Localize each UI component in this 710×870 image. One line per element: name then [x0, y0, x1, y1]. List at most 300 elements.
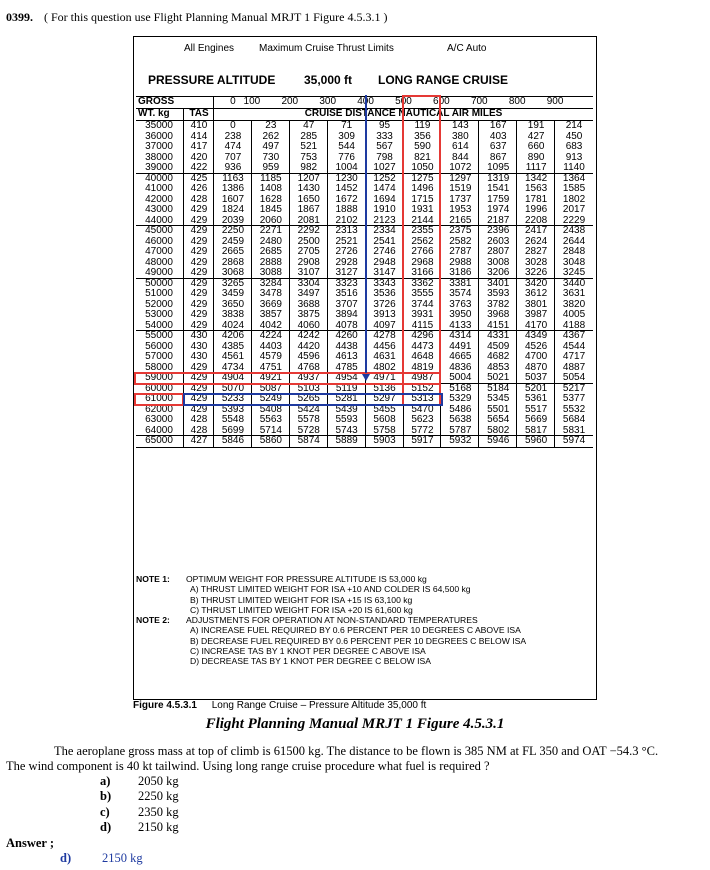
distance-value-cell: 2417: [525, 225, 548, 236]
distance-value-cell: 3088: [259, 267, 282, 278]
distance-value-cell: 3820: [562, 298, 586, 310]
distance-value-cell: 3459: [221, 288, 245, 299]
note2-item-d: D) DECREASE TAS BY 1 KNOT PER DEGREE C BELOW ISA: [190, 656, 432, 667]
gross-weight-cell: 62000: [145, 403, 173, 415]
header-thrust-limits: Maximum Cruise Thrust Limits: [259, 43, 394, 54]
distance-value-cell: 3401: [487, 277, 510, 289]
distance-value-cell: 3931: [411, 309, 434, 320]
distance-value-cell: 5903: [373, 435, 396, 446]
distance-value-cell: 2271: [259, 225, 282, 236]
distance-value-cell: 1974: [487, 204, 510, 215]
distance-value-cell: 4042: [259, 319, 282, 331]
distance-value-cell: 5608: [373, 414, 396, 425]
distance-value-cell: 5743: [335, 424, 358, 436]
distance-value-cell: 2039: [221, 214, 245, 226]
distance-value-cell: 776: [338, 151, 355, 163]
distance-value-cell: 5699: [221, 424, 245, 436]
distance-value-cell: 4596: [297, 351, 320, 362]
distance-value-cell: 3186: [449, 267, 472, 278]
distance-value-cell: 5684: [562, 414, 586, 425]
distance-value-cell: 1628: [259, 193, 282, 205]
distance-value-cell: 4682: [487, 351, 510, 362]
distance-value-cell: 1650: [297, 193, 320, 205]
option-d: [100, 820, 179, 835]
distance-value-cell: 5361: [525, 393, 548, 404]
options-list: [100, 774, 179, 836]
distance-value-cell: 5217: [562, 382, 586, 394]
option-b-text: 2250 kg: [138, 789, 179, 804]
gross-weight-cell: 49000: [145, 267, 173, 278]
highlight-row-59000: [134, 372, 441, 385]
distance-value-cell: 3744: [411, 298, 434, 310]
tas-cell: 429: [190, 277, 208, 289]
distance-value-cell: 2644: [562, 235, 586, 247]
option-c-text: 2350 kg: [138, 804, 179, 819]
distance-value-cell: 450: [565, 130, 583, 142]
distance-value-cell: 5501: [487, 403, 510, 415]
distance-value-cell: 1117: [525, 162, 547, 173]
distance-value-cell: 5297: [373, 393, 396, 404]
distance-value-cell: 1319: [487, 172, 510, 184]
distance-value-cell: 936: [224, 162, 242, 173]
gross-weight-cell: 51000: [145, 288, 173, 299]
distance-value-cell: 5424: [297, 403, 320, 415]
distance-value-cell: 3516: [335, 288, 358, 299]
figure-caption-text: Long Range Cruise – Pressure Altitude 35,000 ft: [211, 700, 427, 711]
distance-value-cell: 3707: [335, 298, 358, 310]
distance-value-cell: 1694: [373, 193, 396, 205]
tas-cell: 429: [190, 235, 208, 247]
distance-value-cell: 4331: [487, 330, 510, 341]
distance-value-cell: 380: [451, 130, 469, 142]
distance-value-cell: 2685: [259, 246, 282, 257]
distance-value-cell: 5329: [449, 393, 472, 404]
interpolation-line-400nm: [365, 95, 367, 373]
distance-value-cell: 798: [376, 151, 393, 163]
distance-value-cell: 867: [489, 151, 507, 163]
distance-value-cell: 1519: [449, 183, 472, 194]
distance-value-cell: 4078: [335, 319, 358, 331]
gross-weight-cell: 40000: [145, 172, 173, 184]
tas-cell: 429: [190, 288, 208, 299]
question-text: [6, 744, 706, 774]
tas-cell: 429: [190, 204, 208, 215]
option-d-text: 2150 kg: [138, 820, 179, 835]
tas-cell: 429: [190, 256, 208, 268]
distance-value-cell: 5772: [411, 424, 434, 436]
distance-value-cell: 5831: [562, 424, 586, 436]
distance-value-cell: 143: [451, 120, 469, 131]
distance-value-cell: 2521: [335, 235, 358, 247]
distance-header-900: 900: [546, 96, 564, 107]
distance-value-cell: 3008: [487, 256, 510, 268]
distance-value-cell: 4385: [221, 340, 245, 352]
tas-cell: 429: [190, 319, 208, 331]
distance-value-cell: 1781: [525, 193, 548, 205]
distance-value-cell: 5439: [335, 403, 358, 415]
distance-value-cell: 5021: [487, 372, 510, 383]
distance-header-200: 200: [281, 96, 299, 107]
distance-value-cell: 5638: [449, 414, 472, 425]
distance-value-cell: 4751: [259, 361, 282, 373]
distance-value-cell: 1585: [562, 183, 586, 194]
distance-value-cell: 3245: [562, 267, 586, 278]
distance-value-cell: 3323: [335, 277, 358, 289]
distance-value-cell: 3875: [297, 309, 320, 320]
distance-header-800: 800: [508, 96, 526, 107]
distance-value-cell: 1845: [259, 204, 282, 215]
gross-weight-cell: 44000: [145, 214, 173, 226]
distance-value-cell: 0: [230, 120, 236, 131]
tas-cell: 429: [190, 225, 208, 236]
distance-value-cell: 474: [224, 141, 242, 152]
distance-value-cell: 730: [262, 151, 280, 163]
distance-value-cell: 1342: [525, 172, 548, 184]
distance-value-cell: 5728: [297, 424, 320, 436]
distance-value-cell: 1163: [222, 172, 244, 184]
distance-value-cell: 2928: [335, 256, 358, 268]
tas-cell: 422: [190, 162, 208, 173]
distance-value-cell: 1408: [259, 183, 282, 194]
gross-weight-cell: 52000: [145, 298, 173, 310]
distance-value-cell: 1888: [335, 204, 358, 215]
gross-weight-cell: 61000: [145, 393, 173, 404]
distance-value-cell: 2562: [411, 235, 434, 247]
distance-value-cell: 3857: [259, 309, 282, 320]
tas-cell: 427: [190, 435, 208, 446]
option-b: [100, 789, 179, 804]
distance-value-cell: 521: [300, 141, 318, 152]
distance-value-cell: 5004: [449, 372, 472, 383]
distance-value-cell: 913: [565, 151, 583, 163]
tas-cell: 430: [190, 330, 208, 341]
distance-value-cell: 1541: [487, 183, 510, 194]
distance-value-cell: 5037: [525, 372, 548, 383]
distance-value-cell: 1910: [373, 204, 396, 215]
gross-weight-cell: 39000: [145, 162, 173, 173]
distance-value-cell: 3343: [373, 277, 396, 289]
distance-value-cell: 4097: [373, 319, 396, 331]
distance-value-cell: 4887: [562, 361, 586, 373]
distance-value-cell: 5817: [525, 424, 548, 436]
option-a: [100, 774, 179, 789]
distance-value-cell: 2705: [297, 246, 320, 257]
distance-value-cell: 1364: [562, 172, 586, 184]
distance-value-cell: 71: [341, 120, 353, 131]
option-b-label: b): [100, 789, 112, 804]
distance-value-cell: 5119: [335, 382, 358, 394]
distance-value-cell: 3127: [335, 267, 358, 278]
distance-value-cell: 4278: [373, 330, 396, 341]
distance-value-cell: 5281: [335, 393, 358, 404]
distance-value-cell: 3440: [562, 277, 586, 289]
distance-value-cell: 4224: [259, 330, 282, 341]
distance-value-cell: 1737: [449, 193, 472, 205]
distance-value-cell: 3631: [562, 288, 586, 299]
distance-value-cell: 4700: [525, 351, 548, 362]
distance-value-cell: 5593: [335, 414, 358, 425]
distance-value-cell: 2908: [297, 256, 320, 268]
distance-value-cell: 214: [565, 120, 583, 131]
distance-value-cell: 3688: [297, 298, 320, 310]
distance-value-cell: 3166: [411, 267, 434, 278]
distance-value-cell: 4060: [297, 319, 320, 331]
distance-value-cell: 3555: [411, 288, 434, 299]
gross-weight-cell: 35000: [145, 120, 173, 131]
distance-value-cell: 4717: [562, 351, 586, 362]
distance-value-cell: 5103: [297, 382, 320, 394]
gross-weight-cell: 60000: [145, 382, 173, 394]
distance-value-cell: 3147: [373, 267, 396, 278]
tas-cell: 428: [190, 424, 208, 436]
distance-value-cell: 4296: [411, 330, 434, 341]
distance-value-cell: 2766: [411, 246, 434, 257]
gross-weight-cell: 63000: [145, 414, 173, 425]
arrow-down-icon: [362, 374, 370, 381]
distance-value-cell: 2438: [562, 225, 586, 236]
figure-caption: [133, 700, 426, 711]
distance-value-cell: 3593: [487, 288, 510, 299]
distance-value-cell: 2807: [487, 246, 510, 257]
question-reference: ( For this question use Flight Planning Manual MRJT 1 Figure 4.5.3.1 ): [44, 10, 388, 24]
tas-cell: 428: [190, 414, 208, 425]
note2-item-b: B) DECREASE FUEL REQUIRED BY 0.6 PERCENT PER 10 DEGREES C BELOW ISA: [190, 635, 527, 646]
distance-value-cell: 2541: [373, 235, 396, 247]
distance-value-cell: 5860: [259, 435, 282, 446]
distance-value-cell: 683: [565, 141, 583, 152]
divider-distance-col: [516, 120, 517, 447]
tas-cell: 429: [190, 214, 208, 226]
distance-value-cell: 4937: [297, 372, 320, 383]
distance-value-cell: 2144: [411, 214, 434, 226]
gross-weight-cell: 64000: [145, 424, 173, 436]
distance-value-cell: 2102: [335, 214, 358, 226]
distance-value-cell: 119: [414, 120, 431, 131]
distance-value-cell: 2081: [297, 214, 320, 226]
distance-value-cell: 2229: [562, 214, 586, 226]
distance-value-cell: 2787: [449, 246, 472, 257]
distance-value-cell: 3107: [297, 267, 320, 278]
distance-value-cell: 4665: [449, 351, 472, 362]
distance-value-cell: 3838: [221, 309, 245, 320]
distance-value-cell: 1996: [525, 204, 548, 215]
figure-panel: [133, 36, 597, 700]
distance-value-cell: 3612: [525, 288, 548, 299]
distance-value-cell: 5249: [259, 393, 282, 404]
distance-value-cell: 5932: [449, 435, 472, 446]
distance-value-cell: 4473: [411, 340, 434, 352]
distance-header-400: 400: [357, 96, 374, 107]
distance-value-cell: 4024: [221, 319, 245, 331]
distance-value-cell: 1931: [411, 204, 434, 215]
distance-value-cell: 4491: [449, 340, 472, 352]
notes: [136, 574, 526, 667]
tas-cell: 420: [190, 151, 208, 163]
distance-value-cell: 5201: [525, 382, 548, 394]
distance-value-cell: 5087: [259, 382, 282, 394]
distance-value-cell: 1252: [373, 172, 396, 184]
tas-cell: 429: [190, 361, 208, 373]
distance-value-cell: 4785: [335, 361, 358, 373]
distance-value-cell: 356: [414, 130, 431, 142]
gross-weight-cell: 48000: [145, 256, 173, 268]
distance-value-cell: 2250: [221, 225, 245, 236]
distance-value-cell: 23: [265, 120, 277, 131]
distance-value-cell: 1953: [449, 204, 472, 215]
gross-weight-cell: 37000: [145, 141, 173, 152]
distance-value-cell: 5532: [562, 403, 586, 415]
distance-value-cell: 3265: [221, 277, 245, 289]
distance-value-cell: 3478: [259, 288, 282, 299]
distance-value-cell: 5874: [297, 435, 320, 446]
distance-value-cell: 1430: [297, 183, 320, 194]
distance-value-cell: 4438: [335, 340, 358, 352]
distance-value-cell: 4853: [487, 361, 510, 373]
distance-value-cell: 5152: [411, 382, 434, 394]
question-line-2: The wind component is 40 kt tailwind. Using long range cruise procedure what fuel is required ?: [6, 759, 490, 773]
distance-value-cell: 4921: [259, 372, 282, 383]
altitude-value: 35,000 ft: [304, 73, 353, 87]
distance-value-cell: 2868: [221, 256, 245, 268]
option-a-text: 2050 kg: [138, 774, 179, 788]
distance-value-cell: 5408: [259, 403, 282, 415]
distance-header-700: 700: [470, 96, 488, 107]
distance-value-cell: 590: [414, 141, 431, 152]
distance-value-cell: 890: [527, 151, 545, 163]
distance-value-cell: 5168: [449, 382, 472, 394]
note1-label: NOTE 1:: [136, 574, 170, 584]
distance-value-cell: 544: [338, 141, 355, 152]
distance-value-cell: 5917: [411, 435, 434, 446]
distance-value-cell: 3068: [221, 267, 245, 278]
gross-weight-cell: 65000: [145, 435, 173, 446]
distance-value-cell: 3894: [335, 309, 358, 320]
distance-value-cell: 3206: [487, 267, 510, 278]
distance-value-cell: 4613: [335, 351, 358, 362]
distance-value-cell: 5345: [487, 393, 510, 404]
pressure-altitude-label: PRESSURE ALTITUDE: [148, 73, 276, 87]
distance-value-cell: 4768: [297, 361, 320, 373]
distance-value-cell: 3987: [525, 309, 548, 320]
distance-value-cell: 959: [262, 162, 280, 173]
distance-value-cell: 1185: [260, 172, 282, 184]
distance-value-cell: 1275: [411, 172, 434, 184]
gross-weight-cell: 47000: [145, 246, 173, 257]
distance-value-cell: 567: [376, 141, 393, 152]
distance-value-cell: 4954: [335, 372, 358, 383]
distance-value-cell: 427: [527, 130, 545, 142]
gross-weight-cell: 57000: [145, 351, 173, 362]
distance-value-cell: 5846: [221, 435, 245, 446]
gross-weight-cell: 58000: [145, 361, 173, 373]
distance-value-cell: 4170: [525, 319, 548, 331]
distance-value-cell: 3968: [487, 309, 510, 320]
distance-value-cell: 3669: [259, 298, 282, 310]
distance-value-cell: 1715: [411, 193, 434, 205]
distance-value-cell: 2355: [411, 225, 434, 236]
distance-value-cell: 4206: [221, 330, 245, 341]
distance-value-cell: 4005: [562, 309, 586, 320]
question-header: [6, 10, 387, 25]
distance-value-cell: 4349: [525, 330, 548, 341]
tas-cell: 429: [190, 298, 208, 310]
option-c-label: c): [100, 804, 110, 819]
distance-header-100: 100: [243, 96, 261, 107]
distance-value-cell: 5578: [297, 414, 320, 425]
distance-value-cell: 1759: [487, 193, 510, 205]
distance-value-cell: 2848: [562, 246, 586, 257]
distance-value-cell: 2017: [562, 204, 586, 215]
distance-value-cell: 2624: [525, 235, 548, 247]
distance-value-cell: 5233: [221, 393, 245, 404]
distance-value-cell: 2187: [487, 214, 510, 226]
gross-weight-cell: 56000: [145, 340, 173, 352]
distance-value-cell: 4802: [373, 361, 396, 373]
distance-value-cell: 4561: [221, 351, 245, 362]
gross-weight-cell: 43000: [145, 204, 173, 215]
distance-header-500: 500: [395, 96, 412, 107]
gross-weight-cell: 36000: [145, 130, 173, 142]
distance-value-cell: 1386: [221, 183, 245, 194]
distance-value-cell: 2603: [487, 235, 510, 247]
distance-value-cell: 3381: [449, 277, 472, 289]
gross-weight-cell: 41000: [145, 183, 173, 194]
distance-value-cell: 2123: [373, 214, 396, 226]
distance-value-cell: 4420: [297, 340, 320, 352]
gross-weight-cell: 46000: [145, 235, 173, 247]
distance-value-cell: 5946: [487, 435, 510, 446]
distance-value-cell: 3362: [411, 277, 434, 289]
distance-value-cell: 3284: [259, 277, 282, 289]
distance-value-cell: 4870: [525, 361, 548, 373]
answer-text: 2150 kg: [102, 851, 143, 865]
highlight-weight-61000: [134, 393, 184, 406]
col-distance-header: CRUISE DISTANCE NAUTICAL AIR MILES: [304, 108, 503, 119]
tas-cell: 430: [190, 351, 208, 362]
distance-header-0: 0: [230, 96, 236, 107]
note1-item-a: A) THRUST LIMITED WEIGHT FOR ISA +10 AND COLDER IS 64,500 kg: [190, 584, 471, 595]
distance-value-cell: 3536: [373, 288, 396, 299]
distance-value-cell: 285: [300, 130, 318, 142]
tas-cell: 429: [190, 403, 208, 415]
distance-value-cell: 1867: [297, 204, 320, 215]
distance-value-cell: 3782: [487, 298, 510, 310]
tas-cell: 429: [190, 393, 208, 404]
option-d-label: d): [100, 820, 112, 835]
distance-value-cell: 2060: [259, 214, 282, 226]
distance-value-cell: 4242: [297, 330, 320, 341]
distance-value-cell: 5136: [373, 382, 396, 394]
tas-cell: 430: [190, 340, 208, 352]
distance-value-cell: 1607: [221, 193, 245, 205]
question-line-1: The aeroplane gross mass at top of climb is 61500 kg. The distance to be flown is 385 NM at FL 350 and OAT −54.3 °C.: [54, 744, 659, 758]
col-tas-header: TAS: [189, 108, 209, 119]
distance-value-cell: 191: [527, 120, 545, 131]
question-number: 0399.: [6, 10, 33, 24]
highlight-500nm-column: [402, 95, 442, 406]
distance-value-cell: 637: [489, 141, 507, 152]
distance-value-cell: 4133: [449, 319, 472, 331]
distance-value-cell: 4115: [411, 319, 434, 331]
distance-value-cell: 5758: [373, 424, 396, 436]
distance-value-cell: 1050: [411, 162, 434, 173]
distance-value-cell: 2480: [259, 235, 282, 247]
distance-value-cell: 4904: [221, 372, 245, 383]
distance-value-cell: 5802: [487, 424, 510, 436]
gross-weight-cell: 45000: [145, 225, 173, 236]
tas-cell: 414: [190, 130, 208, 142]
distance-value-cell: 3801: [525, 298, 548, 310]
